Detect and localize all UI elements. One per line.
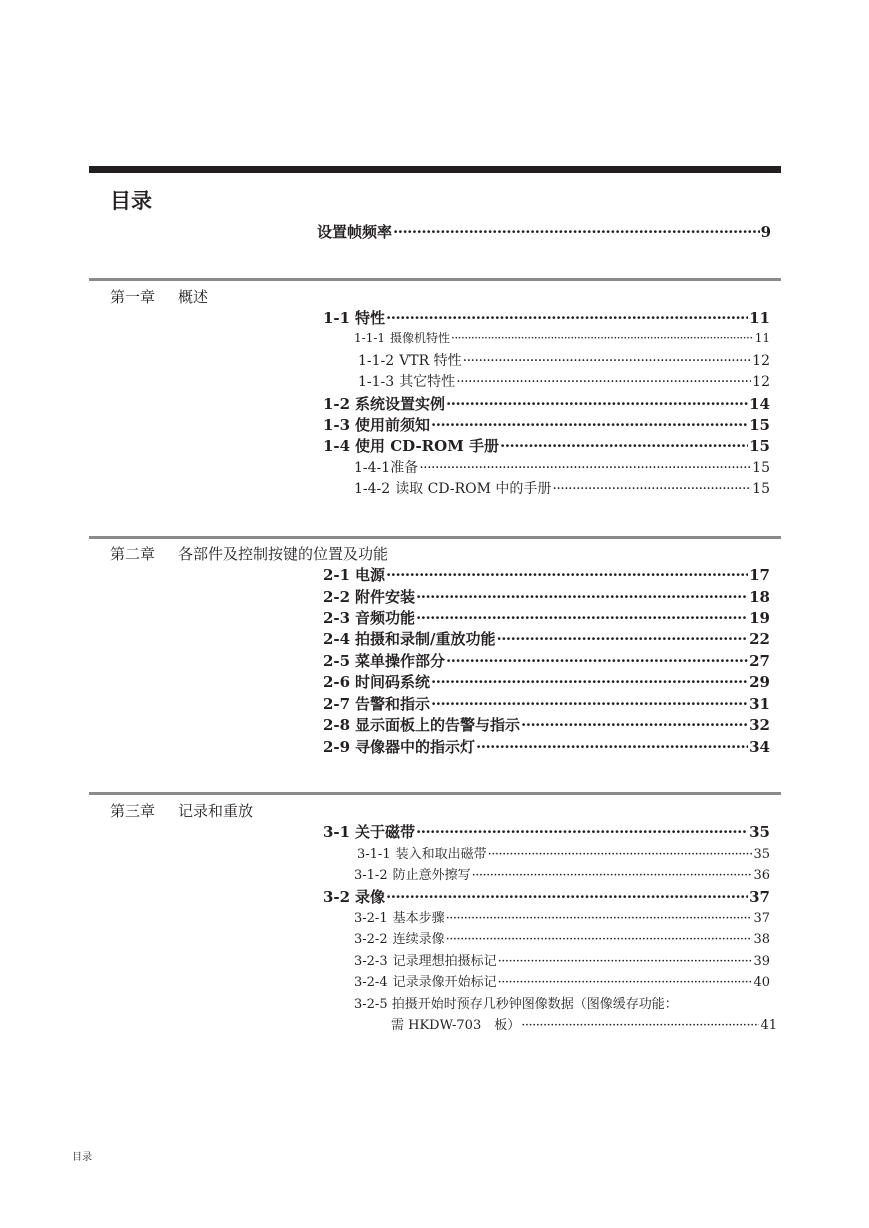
toc-entry-label: 拍摄开始时预存几秒钟图像数据（图像缓存功能： <box>391 997 678 1012</box>
toc-entry[interactable] <box>323 607 770 627</box>
toc-entry-label: 菜单操作部分 <box>355 652 446 670</box>
chapter-heading <box>110 286 208 307</box>
chapter-number: 第二章 <box>110 545 156 563</box>
toc-entry-number: 3-1-1 <box>357 847 391 862</box>
toc-entry-number: 3-2-2 <box>354 932 388 947</box>
toc-entry[interactable] <box>354 928 770 948</box>
toc-entry[interactable] <box>358 350 770 370</box>
toc-entry-number: 1-4-2 <box>354 481 391 497</box>
toc-entry[interactable] <box>323 736 770 756</box>
toc-entry-page: 31 <box>749 695 770 713</box>
toc-entry[interactable] <box>354 864 770 884</box>
toc-entry-page: 15 <box>749 416 770 434</box>
toc-entry-page: 37 <box>753 911 770 926</box>
toc-entry[interactable] <box>323 414 770 434</box>
toc-entry-page: 15 <box>752 481 770 497</box>
toc-entry-number: 2-9 <box>323 738 351 756</box>
toc-entry-number: 1-3 <box>323 416 351 434</box>
toc-entry-number: 3-2-1 <box>354 911 388 926</box>
toc-entry-page: 40 <box>753 975 770 990</box>
toc-entry-label: 寻像器中的指示灯 <box>355 738 476 756</box>
toc-entry-page: 32 <box>749 716 770 734</box>
toc-entry[interactable] <box>323 628 770 648</box>
toc-entry-page: 15 <box>749 437 770 455</box>
toc-entry-number: 2-7 <box>323 695 351 713</box>
toc-entry-page: 37 <box>749 888 770 906</box>
toc-entry[interactable] <box>323 821 770 841</box>
toc-entry-page: 12 <box>752 353 770 369</box>
toc-entry-page: 17 <box>749 566 770 584</box>
toc-entry[interactable] <box>323 693 770 713</box>
toc-entry-number: 3-1 <box>323 823 351 841</box>
toc-entry-number: 3-2-3 <box>354 954 388 969</box>
toc-entry-label: 装入和取出磁带 <box>395 847 487 862</box>
toc-entry-page: 34 <box>749 738 770 756</box>
leader-dots <box>521 1018 759 1033</box>
toc-entry-number: 3-1-2 <box>354 868 388 883</box>
toc-entry-label: 电源 <box>355 566 386 584</box>
toc-entry-label: 显示面板上的告警与指示 <box>355 716 521 734</box>
toc-entry-label: 使用前须知 <box>355 416 431 434</box>
chapter-title: 各部件及控制按键的位置及功能 <box>178 545 389 563</box>
toc-entry-label: VTR 特性 <box>399 353 462 369</box>
toc-entry-page: 22 <box>749 630 770 648</box>
toc-entry-label: 准备 <box>390 460 419 476</box>
toc-entry-number: 2-6 <box>323 673 351 691</box>
leader-dots <box>456 374 751 390</box>
leader-dots <box>416 609 748 627</box>
toc-entry-page: 15 <box>752 460 770 476</box>
toc-entry-number: 3-2 <box>323 888 351 906</box>
toc-entry-page: 38 <box>753 932 770 947</box>
toc-entry-page: 14 <box>749 395 770 413</box>
leader-dots <box>496 630 748 648</box>
toc-entry-page: 35 <box>753 847 770 862</box>
leader-dots <box>416 588 748 606</box>
toc-entry-label: 附件安装 <box>355 588 416 606</box>
toc-entry[interactable] <box>358 371 770 391</box>
page-title: 目录 <box>110 189 152 213</box>
toc-entry-number: 2-3 <box>323 609 351 627</box>
leader-dots <box>463 353 752 369</box>
toc-entry[interactable] <box>354 457 770 477</box>
toc-entry-page: 18 <box>749 588 770 606</box>
leader-dots <box>488 847 753 862</box>
leader-dots <box>393 223 760 241</box>
toc-entry-number: 2-4 <box>323 630 351 648</box>
leader-dots <box>521 716 748 734</box>
toc-entry-number: 2-8 <box>323 716 351 734</box>
toc-entry[interactable] <box>354 329 770 349</box>
toc-entry-label: 其它特性 <box>399 374 456 390</box>
toc-entry[interactable] <box>323 714 770 734</box>
toc-entry-page: 39 <box>753 954 770 969</box>
leader-dots <box>416 823 748 841</box>
chapter-rule <box>89 278 781 281</box>
leader-dots <box>431 695 748 713</box>
toc-entry-number: 1-1 <box>323 309 351 327</box>
toc-entry[interactable] <box>354 971 770 991</box>
leader-dots <box>446 911 753 926</box>
chapter-number: 第一章 <box>110 288 156 306</box>
toc-entry-number: 1-1-2 <box>358 353 395 369</box>
toc-entry-number: 3-2-5 <box>354 997 388 1012</box>
leader-dots <box>500 437 748 455</box>
toc-entry[interactable] <box>323 671 770 691</box>
toc-entry[interactable] <box>357 843 770 863</box>
leader-dots <box>476 738 748 756</box>
toc-entry-label: 记录理想拍摄标记 <box>392 954 497 969</box>
toc-entry-page: 27 <box>749 652 770 670</box>
page-footer: 目录 <box>72 1152 92 1163</box>
toc-entry-page: 35 <box>749 823 770 841</box>
chapter-heading <box>110 543 388 564</box>
toc-entry[interactable] <box>323 586 770 606</box>
toc-entry-page: 36 <box>753 868 770 883</box>
toc-entry-label: 摄像机特性 <box>390 331 451 345</box>
toc-entry-page: 11 <box>749 309 770 327</box>
toc-entry-label: 系统设置实例 <box>355 395 446 413</box>
toc-entry-label-continued: 需 HKDW-703 板） <box>391 1018 521 1033</box>
toc-entry[interactable] <box>354 478 770 498</box>
chapter-title: 记录和重放 <box>178 802 254 820</box>
toc-entry-preface[interactable] <box>317 221 771 241</box>
toc-entry-label: 基本步骤 <box>392 911 445 926</box>
toc-entry-number: 2-2 <box>323 588 351 606</box>
toc-entry-number: 3-2-4 <box>354 975 388 990</box>
leader-dots <box>386 566 748 584</box>
toc-entry[interactable] <box>323 650 770 670</box>
toc-entry-number: 1-4 <box>323 437 351 455</box>
toc-entry-label: 时间码系统 <box>355 673 431 691</box>
leader-dots <box>419 460 751 476</box>
toc-entry-label: 告警和指示 <box>355 695 431 713</box>
toc-entry-label: 使用 CD-ROM 手册 <box>355 437 500 455</box>
toc-entry-label: 读取 CD-ROM 中的手册 <box>395 481 552 497</box>
toc-entry-page: 29 <box>749 673 770 691</box>
toc-entry-label: 关于磁带 <box>355 823 416 841</box>
leader-dots <box>552 481 751 497</box>
toc-entry[interactable] <box>323 435 770 455</box>
toc-entry-number: 2-1 <box>323 566 351 584</box>
toc-entry-page: 9 <box>760 223 771 241</box>
toc-entry-page: 41 <box>760 1018 777 1033</box>
toc-entry-label: 记录录像开始标记 <box>392 975 497 990</box>
toc-entry[interactable] <box>323 564 770 584</box>
leader-dots <box>451 331 754 345</box>
toc-entry[interactable] <box>323 393 770 413</box>
leader-dots <box>446 395 748 413</box>
toc-entry[interactable] <box>354 907 770 927</box>
toc-entry-multiline-second[interactable] <box>391 1014 777 1034</box>
toc-entry-number: 1-1-3 <box>358 374 395 390</box>
chapter-number: 第三章 <box>110 802 156 820</box>
leader-dots <box>446 652 748 670</box>
toc-entry[interactable] <box>323 307 770 327</box>
leader-dots <box>431 416 748 434</box>
leader-dots <box>386 888 748 906</box>
toc-entry-multiline-first[interactable] <box>354 993 678 1012</box>
toc-entry-number: 1-2 <box>323 395 351 413</box>
toc-entry-label: 音频功能 <box>355 609 416 627</box>
chapter-rule <box>89 536 781 539</box>
leader-dots <box>431 673 748 691</box>
toc-entry[interactable] <box>354 950 770 970</box>
toc-entry-number: 1-1-1 <box>354 331 386 345</box>
chapter-rule <box>89 792 781 795</box>
toc-entry[interactable] <box>323 886 770 906</box>
top-rule <box>89 166 781 173</box>
toc-entry-page: 12 <box>752 374 770 390</box>
leader-dots <box>472 868 753 883</box>
toc-entry-label: 拍摄和录制/重放功能 <box>355 630 496 648</box>
toc-entry-page: 19 <box>749 609 770 627</box>
toc-entry-label: 设置帧频率 <box>317 223 393 241</box>
toc-entry-number: 1-4-1 <box>354 460 391 476</box>
toc-entry-label: 连续录像 <box>392 932 445 947</box>
chapter-title: 概述 <box>178 288 209 306</box>
leader-dots <box>386 309 748 327</box>
toc-entry-label: 防止意外擦写 <box>392 868 471 883</box>
leader-dots <box>498 954 753 969</box>
toc-entry-label: 录像 <box>355 888 386 906</box>
toc-entry-number: 2-5 <box>323 652 351 670</box>
leader-dots <box>498 975 753 990</box>
toc-entry-page: 11 <box>754 331 770 345</box>
toc-entry-label: 特性 <box>355 309 386 327</box>
chapter-heading <box>110 800 253 821</box>
leader-dots <box>446 932 753 947</box>
